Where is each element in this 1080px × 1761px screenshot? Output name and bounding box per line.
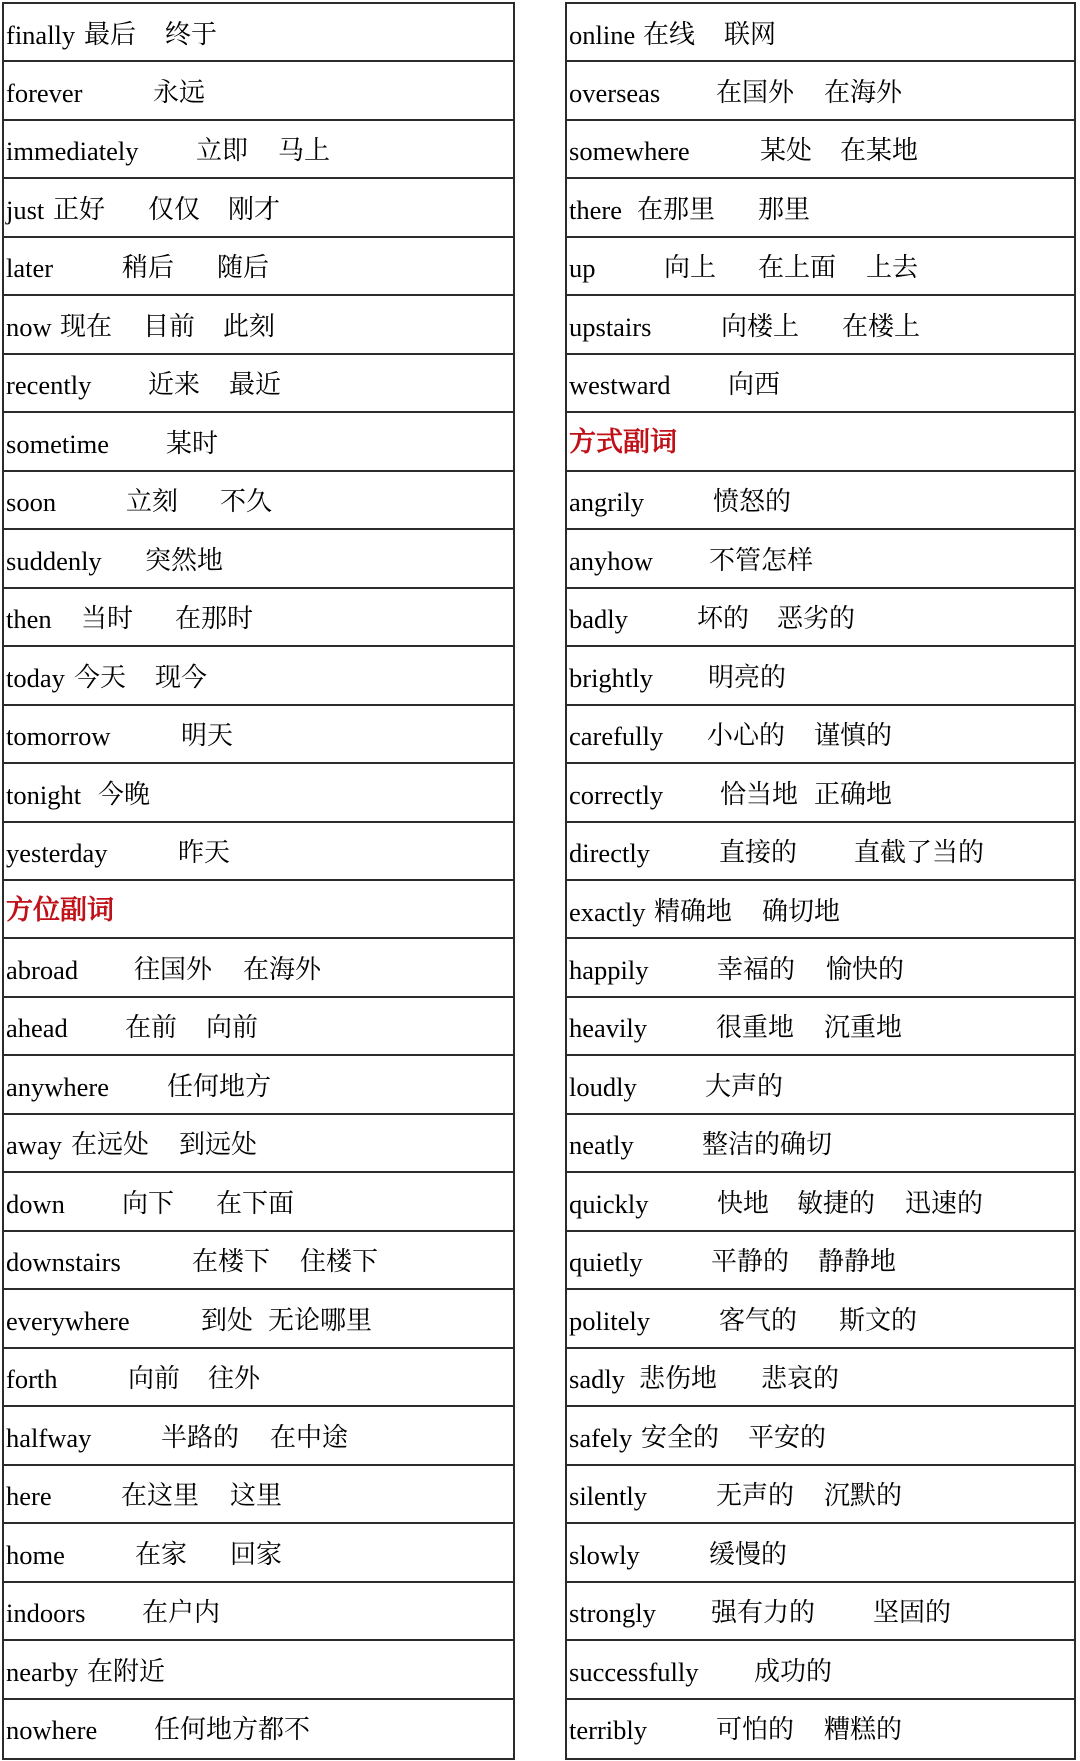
word-label: directly: [569, 838, 650, 869]
table-row: [4, 4, 513, 62]
table-row: [567, 1232, 1074, 1290]
table-row: [567, 1583, 1074, 1641]
word-label: immediately: [6, 136, 139, 167]
table-row: [567, 823, 1074, 881]
meaning-text: 正确地: [814, 779, 893, 810]
table-row: [4, 1349, 513, 1407]
meaning-text: 确切地: [762, 896, 841, 927]
table-row: [567, 1466, 1074, 1524]
meaning-text: 在某地: [840, 136, 919, 167]
word-label: nowhere: [6, 1715, 98, 1746]
meaning-text: 在家: [135, 1539, 188, 1570]
meaning-text: 今晚: [98, 779, 151, 810]
table-row: [567, 647, 1074, 705]
meaning-text: 无声的: [716, 1481, 795, 1512]
table-row: [567, 1407, 1074, 1465]
word-label: quickly: [569, 1188, 649, 1219]
table-row: [567, 62, 1074, 120]
meaning-text: 在前: [125, 1013, 178, 1044]
meaning-text: 在那里: [637, 194, 716, 225]
word-label: today: [6, 662, 65, 693]
meaning-text: 不久: [220, 487, 273, 518]
word-label: somewhere: [569, 136, 690, 167]
meaning-text: 今天: [74, 662, 127, 693]
meaning-text: 任何地方: [167, 1071, 272, 1102]
table-row: [567, 1524, 1074, 1582]
word-label: indoors: [6, 1598, 86, 1629]
table-row: [567, 589, 1074, 647]
section-heading-row: [567, 413, 1074, 471]
meaning-text: 现今: [155, 662, 208, 693]
table-row: [567, 998, 1074, 1056]
word-label: there: [569, 194, 622, 225]
word-label: anywhere: [6, 1071, 109, 1102]
meaning-text: 在线: [643, 19, 696, 50]
word-label: overseas: [569, 77, 661, 108]
table-row: [4, 472, 513, 530]
word-label: angrily: [569, 487, 645, 518]
table-row: [567, 1290, 1074, 1348]
meaning-text: 某处: [760, 136, 813, 167]
meaning-text: 近来: [148, 370, 201, 401]
word-label: online: [569, 19, 636, 50]
word-label: heavily: [569, 1013, 647, 1044]
meaning-text: 突然地: [145, 545, 224, 576]
table-row: [567, 355, 1074, 413]
section-heading: 方位副词: [6, 895, 114, 926]
meaning-text: 昨天: [178, 838, 231, 869]
meaning-text: 小心的: [707, 721, 786, 752]
word-label: brightly: [569, 662, 653, 693]
word-label: nearby: [6, 1656, 79, 1687]
table-row: [4, 1115, 513, 1173]
word-label: finally: [6, 19, 76, 50]
word-label: tomorrow: [6, 721, 111, 752]
table-row: [567, 1700, 1074, 1758]
meaning-text: 向西: [728, 370, 781, 401]
meaning-text: 斯文的: [839, 1305, 918, 1336]
meaning-text: 随后: [217, 253, 270, 284]
meaning-text: 沉默的: [824, 1481, 903, 1512]
meaning-text: 正好: [53, 194, 106, 225]
table-row: [567, 472, 1074, 530]
table-row: [4, 1700, 513, 1758]
meaning-text: 可怕的: [716, 1715, 795, 1746]
meaning-text: 静静地: [818, 1247, 897, 1278]
right-vocab-table: [565, 2, 1076, 1760]
meaning-text: 坚固的: [873, 1598, 952, 1629]
table-row: [567, 1056, 1074, 1114]
table-row: [567, 881, 1074, 939]
table-row: [567, 1115, 1074, 1173]
word-label: anyhow: [569, 545, 653, 576]
table-row: [567, 706, 1074, 764]
meaning-text: 任何地方都不: [154, 1715, 311, 1746]
table-row: [4, 1524, 513, 1582]
table-row: [4, 706, 513, 764]
word-label: everywhere: [6, 1305, 130, 1336]
table-row: [567, 764, 1074, 822]
word-label: now: [6, 311, 52, 342]
meaning-text: 某时: [166, 428, 219, 459]
table-row: [567, 1641, 1074, 1699]
word-label: badly: [569, 604, 628, 635]
meaning-text: 幸福的: [717, 954, 796, 985]
meaning-text: 在海外: [824, 77, 903, 108]
word-label: later: [6, 253, 54, 284]
meaning-text: 悲伤地: [639, 1364, 718, 1395]
meaning-text: 最近: [229, 370, 282, 401]
meaning-text: 快地: [717, 1188, 770, 1219]
meaning-text: 终于: [165, 19, 218, 50]
meaning-text: 稍后: [122, 253, 175, 284]
meaning-text: 直接的: [719, 838, 798, 869]
meaning-text: 向前: [206, 1013, 259, 1044]
table-row: [567, 1349, 1074, 1407]
meaning-text: 立刻: [126, 487, 179, 518]
word-label: politely: [569, 1305, 650, 1336]
word-label: away: [6, 1130, 62, 1161]
table-row: [4, 1583, 513, 1641]
word-label: successfully: [569, 1656, 699, 1687]
meaning-text: 向下: [122, 1188, 175, 1219]
meaning-text: 在国外: [716, 77, 795, 108]
word-label: exactly: [569, 896, 646, 927]
word-label: up: [569, 253, 596, 284]
meaning-text: 悲哀的: [761, 1364, 840, 1395]
word-label: here: [6, 1481, 52, 1512]
table-row: [567, 530, 1074, 588]
meaning-text: 在上面: [758, 253, 837, 284]
meaning-text: 坏的: [697, 604, 750, 635]
meaning-text: 整洁的确切: [702, 1130, 833, 1161]
word-label: down: [6, 1188, 65, 1219]
meaning-text: 住楼下: [300, 1247, 379, 1278]
meaning-text: 在楼下: [192, 1247, 271, 1278]
meaning-text: 强有力的: [711, 1598, 816, 1629]
meaning-text: 最后: [84, 19, 137, 50]
section-heading: 方式副词: [569, 427, 677, 459]
meaning-text: 仅仅: [148, 194, 201, 225]
meaning-text: 明亮的: [708, 662, 787, 693]
word-label: neatly: [569, 1130, 634, 1161]
table-row: [567, 4, 1074, 62]
table-row: [4, 413, 513, 471]
meaning-text: 客气的: [719, 1305, 798, 1336]
meaning-text: 愉快的: [826, 954, 905, 985]
meaning-text: 回家: [230, 1539, 283, 1570]
meaning-text: 马上: [278, 136, 331, 167]
meaning-text: 恶劣的: [777, 604, 856, 635]
word-label: carefully: [569, 721, 664, 752]
word-label: safely: [569, 1422, 633, 1453]
meaning-text: 半路的: [161, 1422, 240, 1453]
meaning-text: 向前: [128, 1364, 181, 1395]
meaning-text: 迅速的: [905, 1188, 984, 1219]
table-row: [4, 62, 513, 120]
table-row: [4, 238, 513, 296]
table-row: [4, 647, 513, 705]
table-row: [4, 179, 513, 237]
word-label: home: [6, 1539, 65, 1570]
word-label: ahead: [6, 1013, 68, 1044]
meaning-text: 明天: [181, 721, 234, 752]
table-row: [567, 238, 1074, 296]
meaning-text: 向楼上: [721, 311, 800, 342]
meaning-text: 在下面: [216, 1188, 295, 1219]
word-label: recently: [6, 370, 92, 401]
word-label: quietly: [569, 1247, 643, 1278]
meaning-text: 刚才: [228, 194, 281, 225]
meaning-text: 安全的: [641, 1422, 720, 1453]
table-row: [567, 121, 1074, 179]
meaning-text: 在远处: [71, 1130, 150, 1161]
word-label: sometime: [6, 428, 110, 459]
meaning-text: 往国外: [134, 954, 213, 985]
word-label: abroad: [6, 954, 79, 985]
meaning-text: 到远处: [179, 1130, 258, 1161]
word-label: loudly: [569, 1071, 637, 1102]
meaning-text: 在海外: [243, 954, 322, 985]
table-row: [4, 823, 513, 881]
word-label: forth: [6, 1364, 58, 1395]
meaning-text: 目前: [143, 311, 196, 342]
meaning-text: 恰当地: [720, 779, 799, 810]
word-label: westward: [569, 370, 671, 401]
table-row: [4, 1056, 513, 1114]
word-label: then: [6, 604, 52, 635]
table-row: [4, 1466, 513, 1524]
meaning-text: 此刻: [223, 311, 276, 342]
section-heading-row: [4, 881, 513, 939]
word-label: yesterday: [6, 838, 108, 869]
table-row: [4, 998, 513, 1056]
meaning-text: 立即: [196, 136, 249, 167]
word-label: halfway: [6, 1422, 92, 1453]
meaning-text: 沉重地: [824, 1013, 903, 1044]
meaning-text: 不管怎样: [709, 545, 814, 576]
meaning-text: 上去: [866, 253, 919, 284]
table-row: [567, 296, 1074, 354]
meaning-text: 谨慎的: [814, 721, 893, 752]
word-label: suddenly: [6, 545, 102, 576]
meaning-text: 糟糕的: [824, 1715, 903, 1746]
meaning-text: 大声的: [705, 1071, 784, 1102]
meaning-text: 敏捷的: [797, 1188, 876, 1219]
meaning-text: 在附近: [87, 1656, 166, 1687]
meaning-text: 成功的: [754, 1656, 833, 1687]
word-label: downstairs: [6, 1247, 121, 1278]
table-row: [4, 764, 513, 822]
table-row: [567, 939, 1074, 997]
word-label: slowly: [569, 1539, 640, 1570]
table-row: [4, 530, 513, 588]
word-label: sadly: [569, 1364, 625, 1395]
word-label: terribly: [569, 1715, 647, 1746]
meaning-text: 到处: [201, 1305, 254, 1336]
table-row: [4, 355, 513, 413]
meaning-text: 向上: [664, 253, 717, 284]
meaning-text: 现在: [60, 311, 113, 342]
word-label: strongly: [569, 1598, 656, 1629]
word-label: tonight: [6, 779, 82, 810]
left-vocab-table: [2, 2, 515, 1760]
meaning-text: 平静的: [711, 1247, 790, 1278]
meaning-text: 很重地: [716, 1013, 795, 1044]
table-row: [4, 589, 513, 647]
table-row: [567, 1173, 1074, 1231]
word-label: silently: [569, 1481, 648, 1512]
meaning-text: 在那时: [175, 604, 254, 635]
meaning-text: 平安的: [748, 1422, 827, 1453]
meaning-text: 这里: [230, 1481, 283, 1512]
word-label: happily: [569, 954, 649, 985]
word-label: upstairs: [569, 311, 652, 342]
meaning-text: 直截了当的: [854, 838, 985, 869]
table-row: [4, 1641, 513, 1699]
meaning-text: 在这里: [121, 1481, 200, 1512]
word-label: forever: [6, 77, 83, 108]
table-row: [4, 1290, 513, 1348]
meaning-text: 联网: [724, 19, 777, 50]
table-row: [4, 1232, 513, 1290]
meaning-text: 缓慢的: [709, 1539, 788, 1570]
word-label: just: [6, 194, 45, 225]
meaning-text: 那里: [758, 194, 811, 225]
meaning-text: 愤怒的: [713, 487, 792, 518]
meaning-text: 当时: [81, 604, 134, 635]
table-row: [4, 1173, 513, 1231]
meaning-text: 永远: [153, 77, 206, 108]
meaning-text: 精确地: [654, 896, 733, 927]
table-row: [567, 179, 1074, 237]
word-label: correctly: [569, 779, 664, 810]
table-row: [4, 939, 513, 997]
meaning-text: 在户内: [142, 1598, 221, 1629]
word-label: soon: [6, 487, 57, 518]
meaning-text: 往外: [208, 1364, 261, 1395]
table-row: [4, 296, 513, 354]
table-row: [4, 121, 513, 179]
meaning-text: 无论哪里: [268, 1305, 373, 1336]
meaning-text: 在中途: [270, 1422, 349, 1453]
meaning-text: 在楼上: [842, 311, 921, 342]
table-row: [4, 1407, 513, 1465]
